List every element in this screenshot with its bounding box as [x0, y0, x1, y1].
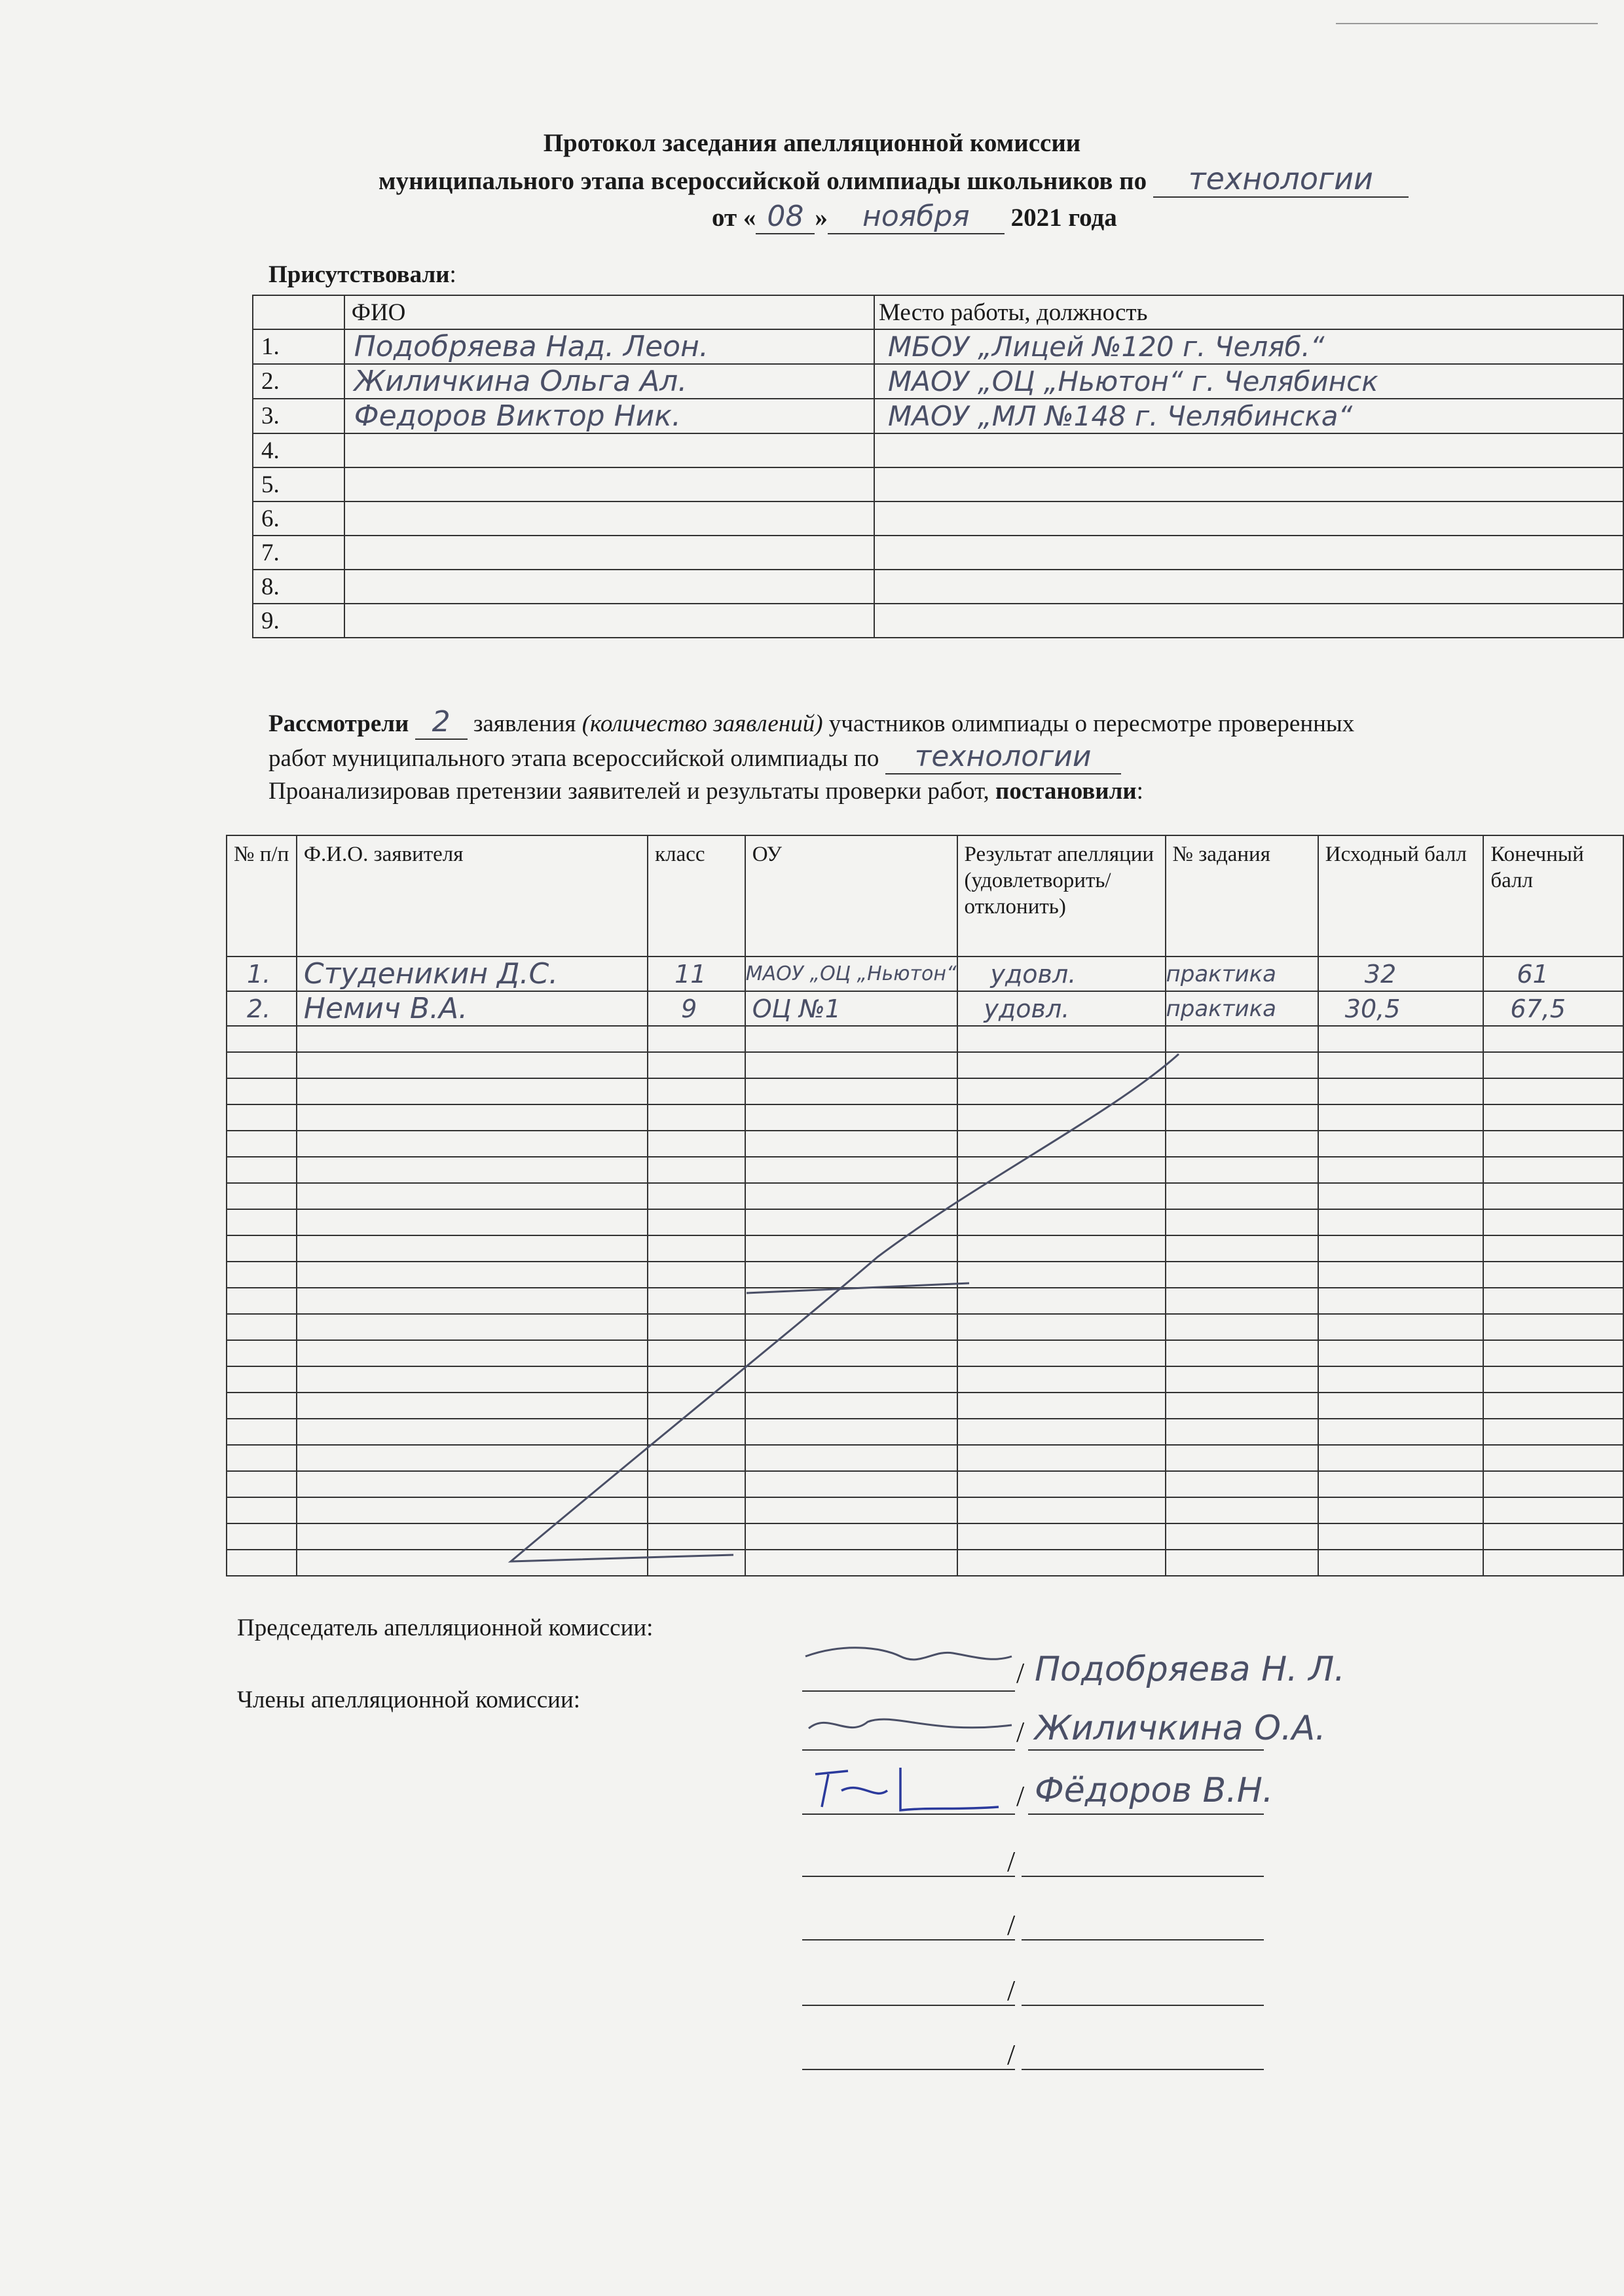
name-line: [1022, 1939, 1264, 1941]
chair-label: Председатель апелляционной комиссии:: [237, 1614, 654, 1641]
initial-score: 30,5: [1318, 991, 1484, 1026]
signature-separator: /: [1016, 1716, 1025, 1748]
signature-scribble: [802, 1637, 1018, 1689]
applicant-num: 1.: [227, 957, 297, 991]
signature-line: [802, 1749, 1015, 1751]
members-label: Члены апелляционной комиссии:: [237, 1686, 581, 1713]
applicant-school: МАОУ „ОЦ „Ньютон“: [745, 957, 957, 991]
signature-line: [802, 2005, 1015, 2006]
signature-line: [802, 2069, 1015, 2070]
applicant-fio: Немич В.А.: [297, 991, 648, 1026]
reviewed-text3: работ муниципального этапа всероссийской олимпиады по: [268, 745, 879, 772]
reviewed-text1: заявления: [473, 710, 576, 737]
row-number: 7.: [253, 536, 344, 570]
row-number: 6.: [253, 501, 344, 536]
date-prefix: от «: [712, 204, 756, 232]
subject-handwritten: технологии: [1153, 161, 1409, 198]
row-number: 2.: [253, 364, 344, 399]
row-number: 8.: [253, 570, 344, 604]
applicant-school: ОЦ №1: [745, 991, 957, 1026]
final-score: 61: [1483, 957, 1623, 991]
final-score: 67,5: [1483, 991, 1623, 1026]
date-month: ноября: [828, 200, 1005, 234]
present-label-text: Присутствовали: [268, 261, 450, 288]
row-number: 3.: [253, 399, 344, 433]
member-name-handwritten: Фёдоров В.Н.: [1035, 1771, 1274, 1810]
row-number: 5.: [253, 467, 344, 501]
appeal-result: удовл.: [957, 957, 1166, 991]
signature-line: [802, 1813, 1015, 1815]
row-number: 9.: [253, 604, 344, 638]
name-line: [1028, 1813, 1264, 1815]
date-mid: »: [815, 204, 828, 232]
present-header-place: Место работы, должность: [874, 295, 1623, 329]
header-initial-score: Исходный балл: [1318, 835, 1484, 957]
signature-separator: /: [1007, 2039, 1016, 2071]
present-header-fio: ФИО: [344, 295, 874, 329]
reviewed-decided: постановили: [995, 778, 1137, 805]
member-place: МБОУ „Лицей №120 г. Челяб.“: [874, 329, 1623, 364]
reviewed-subject: технологии: [885, 740, 1121, 774]
signature-separator: /: [1007, 1975, 1016, 2007]
title-line1: Протокол заседания апелляционной комиссии: [543, 129, 1081, 157]
date-day: 08: [756, 200, 815, 234]
reviewed-count: 2: [415, 706, 468, 740]
task-number: практика: [1166, 991, 1318, 1026]
title-line2-text: муниципального этапа всероссийской олимпиады школьников по: [378, 167, 1147, 195]
applicant-class: 11: [648, 957, 745, 991]
signature-scribble: [802, 1755, 1018, 1820]
reviewed-colon: :: [1136, 778, 1143, 805]
header-fio: Ф.И.О. заявителя: [297, 835, 648, 957]
applicant-num: 2.: [227, 991, 297, 1026]
appeal-result: удовл.: [957, 991, 1166, 1026]
name-line: [1022, 1876, 1264, 1877]
reviewed-text4: Проанализировав претензии заявителей и результаты проверки работ,: [268, 778, 989, 805]
signature-line: [802, 1876, 1015, 1877]
signature-line: [802, 1690, 1015, 1692]
reviewed-text2: участников олимпиады о пересмотре проверенных: [828, 710, 1355, 737]
signature-separator: /: [1007, 1846, 1016, 1878]
name-line: [1022, 2005, 1264, 2006]
signature-line: [802, 1939, 1015, 1941]
signature-separator: /: [1016, 1657, 1025, 1689]
header-final-score: Конечный балл: [1483, 835, 1623, 957]
reviewed-hint: (количество заявлений): [581, 710, 823, 737]
present-label-colon: :: [449, 261, 456, 288]
name-line: [1022, 2069, 1264, 2070]
member-name-handwritten: Жиличкина О.А.: [1035, 1709, 1326, 1748]
member-place: МАОУ „ОЦ „Ньютон“ г. Челябинск: [874, 364, 1623, 399]
header-result: Результат апелляции (удовлетворить/ отклонить): [957, 835, 1166, 957]
member-fio: Федоров Виктор Ник.: [344, 399, 874, 433]
member-name-handwritten: Подобряева Н. Л.: [1035, 1650, 1345, 1689]
reviewed-label: Рассмотрели: [268, 710, 409, 737]
initial-score: 32: [1318, 957, 1484, 991]
signature-scribble: [802, 1699, 1018, 1751]
member-fio: Жиличкина Ольга Ал.: [344, 364, 874, 399]
row-number: 1.: [253, 329, 344, 364]
row-number: 4.: [253, 433, 344, 467]
date-suffix: 2021 года: [1010, 204, 1117, 232]
name-line: [1028, 1749, 1264, 1751]
applicant-class: 9: [648, 991, 745, 1026]
signature-separator: /: [1007, 1909, 1016, 1941]
signature-separator: /: [1016, 1780, 1025, 1812]
member-fio: Подобряева Над. Леон.: [344, 329, 874, 364]
applicant-fio: Студеникин Д.С.: [297, 957, 648, 991]
member-place: МАОУ „МЛ №148 г. Челябинска“: [874, 399, 1623, 433]
task-number: практика: [1166, 957, 1318, 991]
header-class: класс: [648, 835, 745, 957]
header-task: № задания: [1166, 835, 1318, 957]
header-school: ОУ: [745, 835, 957, 957]
header-num: № п/п: [227, 835, 297, 957]
